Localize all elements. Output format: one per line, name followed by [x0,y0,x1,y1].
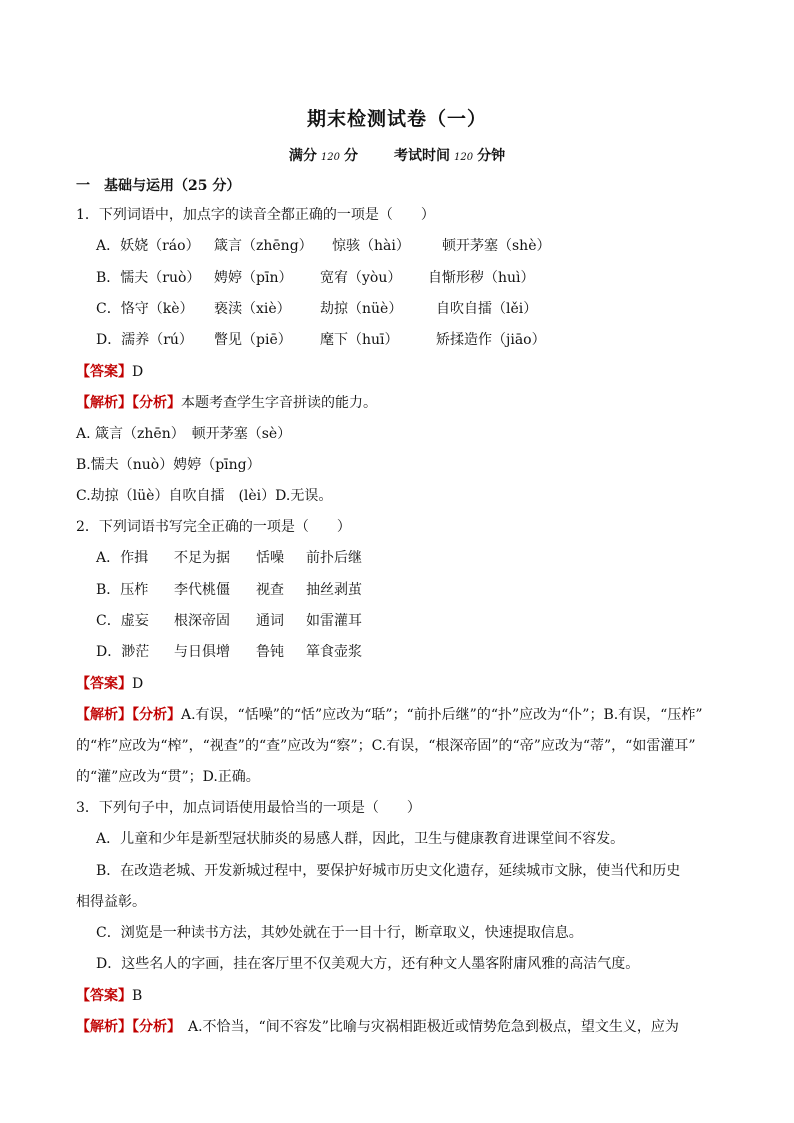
q2-analysis-line-2: 的“柞”应改为“榨”，“视查”的“查”应改为“察”；C.有误，“根深帝固”的“帝”应改为“蒂”，“如雷灌耳” [76,738,696,754]
q2-b-2: 李代桃僵 [174,582,230,598]
q1-answer [76,362,143,382]
analysis-text: 本题考查学生字音拼读的能力。 [181,395,377,411]
q3-option-b-cont: 相得益彰。 [76,894,146,910]
q2-c-2: 根深帝固 [174,613,230,629]
q2-analysis-line-1 [76,705,703,725]
q1-b-1: B．懦夫（ruò） [96,270,201,286]
q1-analysis [76,393,377,413]
page-title: 期末检测试卷（一） [306,108,487,130]
q1-option-d [96,330,546,350]
q2-analysis-line-3: 的“灌”应改为“贯”；D.正确。 [76,769,260,785]
answer-value: D [132,676,144,692]
q1-note-1: A. 箴言（zhēn） 顿开茅塞（sè） [76,426,292,442]
q1-option-b [96,268,535,288]
section-heading: 一 基础与运用（25 分） [76,178,241,194]
analysis-tag: 【解析】【分析】 [76,707,181,723]
q3-analysis [76,1017,679,1037]
answer-tag: 【答案】 [76,676,132,692]
analysis-tag: 【解析】【分析】 [76,395,181,411]
q1-b-3: 宽宥（yòu） [320,270,402,286]
q1-d-2: 瞥见（piē） [214,332,292,348]
q2-c-1: C．虚妄 [96,613,149,629]
question-1-stem: 1．下列词语中，加点字的读音全都正确的一项是（ ） [76,207,435,223]
answer-tag: 【答案】 [76,364,132,380]
q2-c-3: 通词 [256,613,284,629]
q2-c-4: 如雷灌耳 [306,613,362,629]
q1-c-4: 自吹自擂（lěi） [436,301,538,317]
q2-a-2: 不足为据 [174,550,230,566]
answer-value: D [132,364,144,380]
analysis-tag: 【解析】【分析】 [76,1019,174,1035]
q3-option-a: A．儿童和少年是新型冠状肺炎的易感人群，因此，卫生与健康教育进课堂间不容发。 [96,831,625,847]
q1-c-3: 劫掠（nüè） [320,301,403,317]
q2-d-2: 与日俱增 [174,644,230,660]
q2-d-3: 鲁钝 [256,644,284,660]
q3-option-b: B．在改造老城、开发新城过程中，要保护好城市历史文化遗存，延续城市文脉，使当代和历史 [96,863,681,879]
q2-a-1: A．作揖 [96,550,149,566]
q2-b-3: 视查 [256,582,284,598]
q2-b-4: 抽丝剥茧 [306,582,362,598]
page-subtitle [0,145,794,165]
q1-note-3: C.劫掠（lüè）自吹自擂 (lèi）D.无误。 [76,488,333,504]
q2-answer [76,674,143,694]
analysis-text: A.有误，“恬噪”的“恬”应改为“聒”；“前扑后继”的“扑”应改为“仆”；B.有误，“压柞” [181,707,703,723]
time-label: 考试时间 [394,148,450,164]
question-2-stem: 2．下列词语书写完全正确的一项是（ ） [76,519,351,535]
q1-a-1: A．妖娆（ráo） [96,238,200,254]
q1-b-4: 自惭形秽（huì） [428,270,535,286]
answer-value: B [132,988,143,1004]
q3-answer [76,986,142,1006]
q1-option-c [96,299,537,319]
q2-option-c [96,611,362,631]
time-unit: 分钟 [477,148,506,164]
q1-option-a [96,236,551,256]
analysis-text: A.不恰当，“间不容发”比喻与灾祸相距极近或情势危急到极点，望文生义，应为 [174,1019,679,1035]
q2-d-1: D．渺茫 [96,644,150,660]
q2-d-4: 箪食壶浆 [306,644,362,660]
q1-d-4: 矫揉造作（jiāo） [436,332,546,348]
q1-c-1: C．恪守（kè） [96,301,194,317]
q1-d-1: D．濡养（rú） [96,332,193,348]
q3-option-c: C．浏览是一种读书方法，其妙处就在于一目十行，断章取义，快速提取信息。 [96,925,583,941]
question-3-stem: 3．下列句子中，加点词语使用最恰当的一项是（ ） [76,800,421,816]
q1-d-3: 麾下（huī） [320,332,399,348]
q1-b-2: 娉婷（pīn） [214,270,293,286]
q1-a-4: 顿开茅塞（shè） [442,238,551,254]
q1-note-2: B.懦夫（nuò）娉婷（pīng） [76,457,261,473]
q2-a-4: 前扑后继 [306,550,362,566]
q2-option-d [96,642,362,662]
q1-a-3: 惊骇（hài） [332,238,410,254]
q2-a-3: 恬噪 [256,550,284,566]
q2-option-a [96,548,362,568]
q3-option-d: D．这些名人的字画，挂在客厅里不仅美观大方，还有种文人墨客附庸风雅的高洁气度。 [96,956,640,972]
q1-a-2: 箴言（zhēng） [214,238,313,254]
time-value: 120 [454,152,474,163]
answer-tag: 【答案】 [76,988,132,1004]
q2-option-b [96,580,362,600]
q1-c-2: 亵渎（xiè） [214,301,291,317]
score-label: 满分 [288,148,317,164]
q2-b-1: B．压柞 [96,582,149,598]
score-unit: 分 [344,148,358,164]
score-value: 120 [320,152,340,163]
